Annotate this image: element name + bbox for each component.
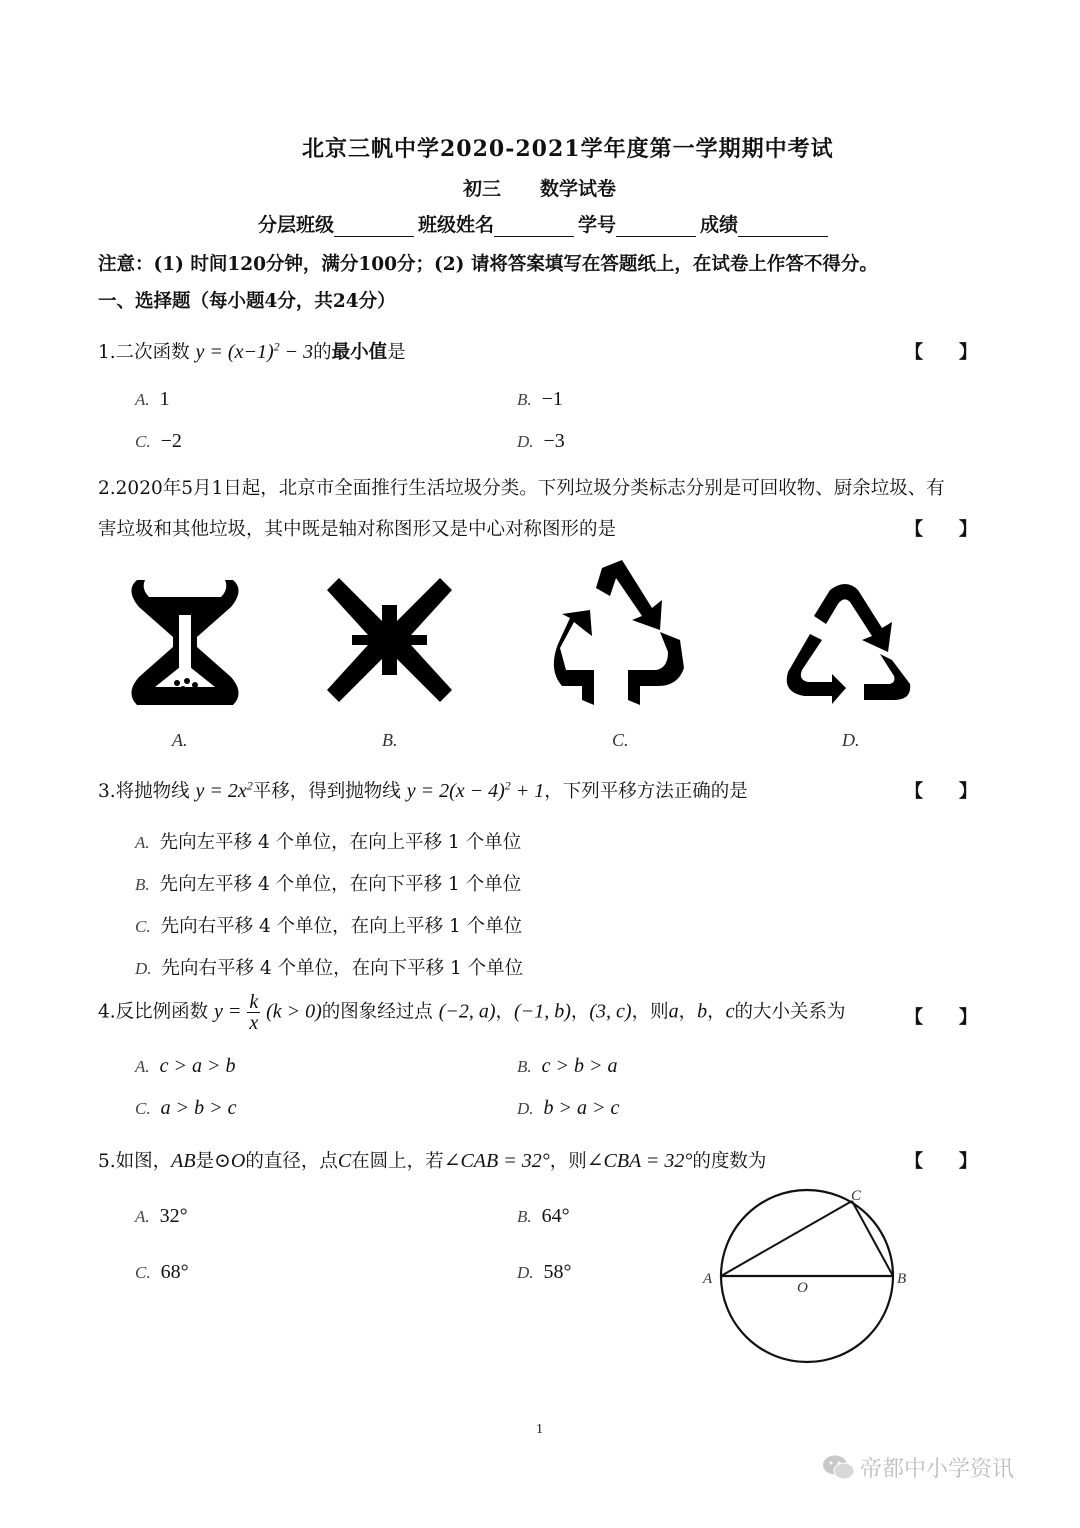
option-letter: A. (135, 1207, 150, 1226)
info-fields (258, 210, 832, 237)
question-2-line-2: 害垃圾和其他垃圾，其中既是轴对称图形又是中心对称图形的是 (98, 519, 617, 540)
label-b: B (897, 1271, 907, 1287)
q3-option-d (135, 954, 523, 980)
q5-text-3: 在圆上，若 (351, 1151, 444, 1172)
option-text: −3 (543, 430, 565, 452)
subject-label: 数学试卷 (540, 178, 617, 200)
q1-option-c (135, 430, 182, 453)
field-class-level: 分层班级 (258, 214, 335, 236)
option-letter: B. (517, 1057, 532, 1076)
q4-option-b (517, 1055, 618, 1078)
blank-line (494, 235, 574, 237)
option-text: b > a > c (543, 1097, 620, 1119)
q5-option-d (517, 1261, 572, 1284)
q4-var-a: a (668, 1000, 679, 1023)
q4-fraction (247, 992, 260, 1033)
field-name: 班级姓名 (418, 214, 495, 236)
q3-text-end: ，下列平移方法正确的是 (544, 781, 748, 802)
field-student-id: 学号 (578, 214, 617, 236)
q4-text-then: ，则 (631, 1001, 669, 1023)
q5-text-2: 的直径，点 (245, 1151, 338, 1172)
option-letter: C. (135, 432, 151, 451)
q1-emphasis: 最小值 (331, 342, 388, 363)
q3-text-mid: 平移，得到抛物线 (252, 781, 401, 802)
option-text: 先向左平移 4 个单位，在向上平移 1 个单位 (159, 832, 522, 853)
option-text: c > b > a (541, 1055, 618, 1077)
option-letter: D. (517, 432, 534, 451)
question-3 (98, 777, 748, 803)
option-letter: A. (135, 833, 150, 852)
q3-exponent-1: 2 (246, 778, 253, 793)
q5-text-4: ，则 (549, 1151, 587, 1172)
q4-var-c: c (725, 1000, 735, 1023)
notice: 注意：(1) 时间120分钟，满分100分；(2) 请将答案填写在答题纸上，在试卷上作答不得分。 (98, 254, 878, 275)
q3-formula-1-base: y = 2x (195, 780, 247, 802)
figure-label-a: A. (172, 730, 188, 750)
q3-option-b (135, 870, 521, 896)
answer-bracket: 【 】 (905, 519, 977, 540)
option-text: 先向右平移 4 个单位，在向上平移 1 个单位 (160, 916, 523, 937)
q5-option-c (135, 1261, 189, 1284)
q4-text-end: 的大小关系为 (734, 1001, 846, 1023)
q4-condition: (k > 0) (266, 1000, 322, 1023)
option-text: a > b > c (160, 1097, 237, 1119)
chord-cb (852, 1201, 893, 1276)
option-text: 68° (160, 1261, 189, 1283)
q5-angle-2: ∠CBA = 32° (586, 1150, 693, 1172)
option-text: −1 (541, 388, 563, 410)
fraction-numerator: k (249, 991, 259, 1013)
q5-point-c: C (337, 1150, 352, 1172)
q1-text: 的 (313, 342, 332, 363)
option-letter: B. (135, 875, 150, 894)
option-text: −2 (160, 430, 182, 452)
label-c: C (851, 1188, 862, 1204)
watermark (822, 1452, 1014, 1483)
exam-title: 北京三帆中学2020-2021学年度第一学期期中考试 (302, 136, 834, 162)
figure-label-c: C. (612, 730, 629, 750)
recycle-symbol-c-icon (552, 560, 687, 708)
option-letter: C. (135, 1263, 151, 1282)
option-letter: D. (517, 1099, 534, 1118)
q3-formula-2-base: y = 2(x − 4) (406, 780, 505, 802)
q5-option-a (135, 1205, 188, 1228)
option-text: 先向左平移 4 个单位，在向下平移 1 个单位 (159, 874, 522, 895)
q5-segment-ab: AB (171, 1150, 196, 1172)
q4-point-3: (3, c) (589, 1000, 632, 1023)
question-5 (98, 1147, 766, 1173)
question-2-line-1: 2.2020年5月1日起，北京市全面推行生活垃圾分类。下列垃圾分类标志分别是可回收物、厨余垃圾、有 (98, 478, 945, 499)
option-text: 64° (541, 1205, 570, 1227)
option-text: 1 (159, 388, 170, 410)
option-letter: A. (135, 390, 150, 409)
q4-option-a (135, 1055, 236, 1078)
q1-formula-tail: − 3 (279, 341, 314, 363)
q4-point-1: (−2, a) (438, 1000, 496, 1023)
figure-label-b: B. (382, 730, 398, 750)
label-a: A (703, 1271, 713, 1287)
question-1 (98, 338, 406, 364)
option-text: c > a > b (159, 1055, 236, 1077)
fraction-denominator: x (249, 1012, 259, 1034)
option-text: 58° (543, 1261, 572, 1283)
q4-text-mid: 的图象经过点 (321, 1001, 433, 1023)
q3-option-a (135, 828, 521, 854)
page-number: 1 (536, 1422, 543, 1437)
circle-diagram (695, 1180, 925, 1370)
option-letter: D. (135, 959, 152, 978)
option-text: 先向右平移 4 个单位，在向下平移 1 个单位 (161, 958, 524, 979)
q3-exponent-2: 2 (504, 778, 511, 793)
q1-text-end: 是 (387, 342, 406, 363)
q1-option-a (135, 388, 170, 411)
option-letter: C. (135, 917, 151, 936)
grade-label: 初三 (463, 178, 502, 200)
q4-prefix: 4.反比例函数 (98, 1001, 209, 1023)
recycle-symbol-d-icon (782, 580, 917, 705)
q3-formula-2-tail: + 1 (510, 780, 545, 802)
blank-line (738, 235, 828, 237)
watermark-text: 帝都中小学资讯 (860, 1457, 1015, 1482)
answer-bracket: 【 】 (905, 1151, 977, 1172)
chord-ac (721, 1201, 852, 1276)
q5-text-5: 的度数为 (692, 1151, 767, 1172)
q1-exponent: 2 (273, 339, 280, 354)
question-4: 4.反比例函数 y = $\frac{k}{x}$ (k > 0)的图象经过点 (−2, a)，(−1, b)，(3, c)，则a，b，c的大小关系为 (98, 991, 846, 1034)
option-text: 32° (159, 1205, 188, 1227)
q5-option-b (517, 1205, 570, 1228)
q3-formula-1 (196, 780, 253, 802)
q1-option-b (517, 388, 563, 411)
wechat-icon (822, 1454, 856, 1482)
q5-text-1: 是 (195, 1151, 215, 1172)
field-score: 成绩 (700, 214, 739, 236)
option-letter: A. (135, 1057, 150, 1076)
blank-line (616, 235, 696, 237)
q4-formula-y: y = (214, 1000, 242, 1023)
q1-formula-base: y = (x−1) (195, 341, 274, 363)
label-o: O (797, 1280, 808, 1296)
answer-bracket: 【 】 (905, 1007, 977, 1028)
answer-bracket: 【 】 (905, 781, 977, 802)
inward-arrows-symbol-icon (322, 575, 457, 705)
option-letter: B. (517, 390, 532, 409)
option-letter: B. (517, 1207, 532, 1226)
q4-var-b: b (697, 1000, 708, 1023)
q1-prefix: 1.二次函数 (98, 342, 190, 363)
q4-option-c (135, 1097, 236, 1120)
q3-formula-2 (407, 780, 545, 802)
q5-angle-1: ∠CAB = 32° (443, 1150, 550, 1172)
q5-prefix: 5.如图， (98, 1151, 172, 1172)
blank-line (334, 235, 414, 237)
q4-option-d (517, 1097, 619, 1120)
option-letter: D. (517, 1263, 534, 1282)
q3-option-c (135, 912, 522, 938)
section-heading: 一、选择题（每小题4分，共24分） (98, 291, 396, 312)
figure-label-d: D. (842, 730, 860, 750)
answer-bracket: 【 】 (905, 342, 977, 363)
q1-formula (196, 341, 314, 363)
q1-option-d (517, 430, 565, 453)
q4-point-2: (−1, b) (514, 1000, 571, 1023)
hourglass-symbol-icon (125, 575, 245, 710)
q5-circle-o: ⊙O (214, 1150, 246, 1172)
q3-prefix: 3.将抛物线 (98, 781, 190, 802)
option-letter: C. (135, 1099, 151, 1118)
